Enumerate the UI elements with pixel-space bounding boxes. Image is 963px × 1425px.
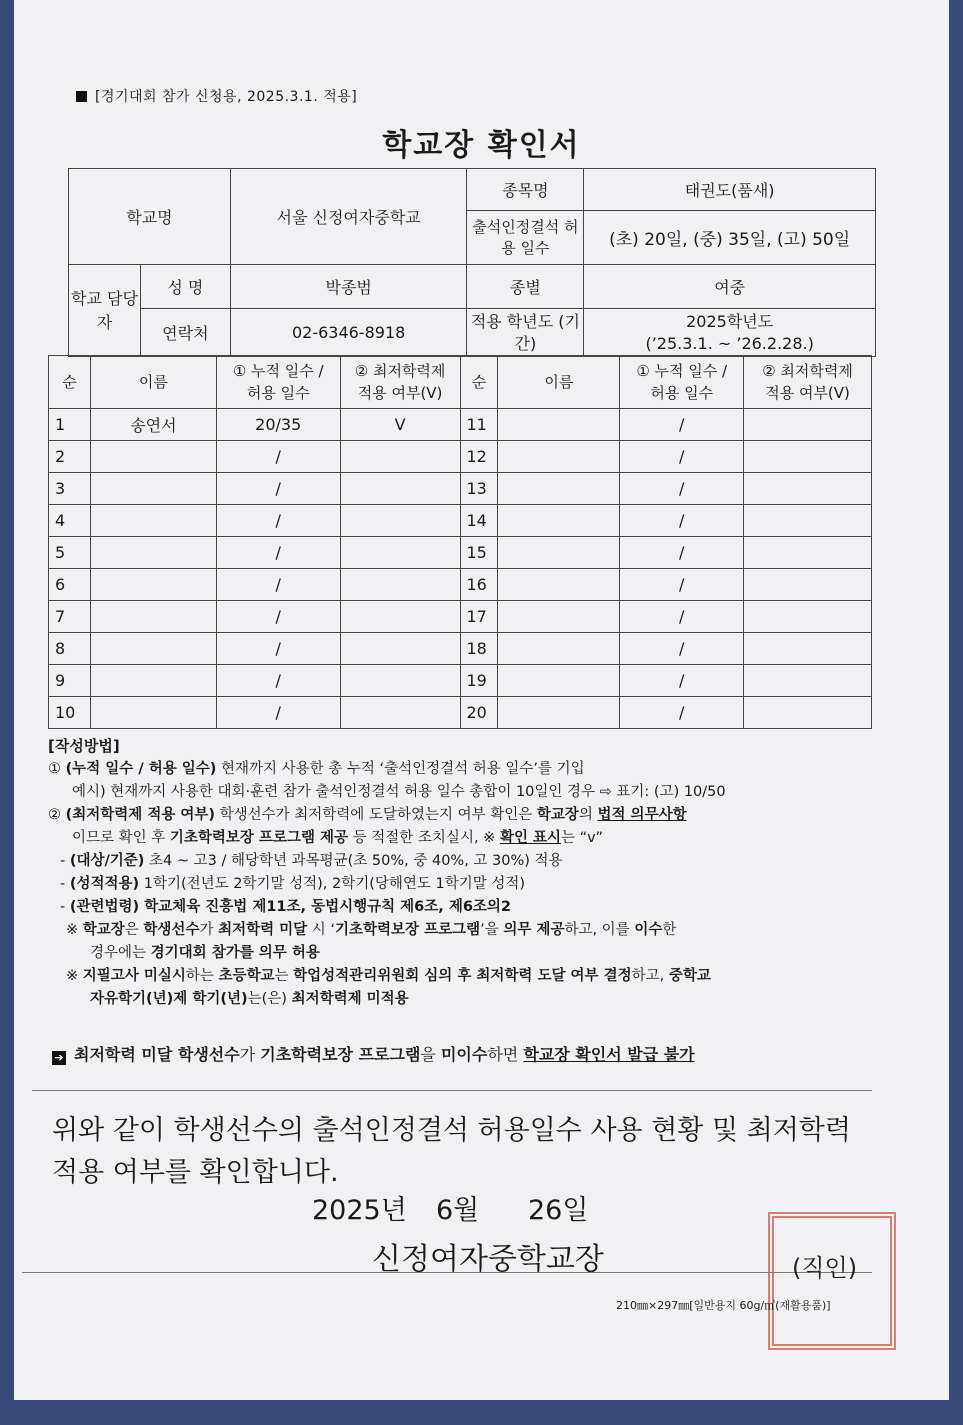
text: 을 [420, 1045, 436, 1064]
cell-name [498, 473, 620, 505]
name-label: 성 명 [140, 265, 230, 309]
roster-table [48, 355, 872, 729]
cell-days: / [216, 569, 340, 601]
cell-no: 6 [49, 569, 91, 601]
cell-no: 17 [460, 601, 498, 633]
cell-check [744, 633, 872, 665]
table-row [49, 601, 872, 633]
table-row [49, 665, 872, 697]
text: 한 [662, 922, 677, 938]
header-apply-right [744, 356, 872, 409]
table-row [49, 633, 872, 665]
cell-days: / [216, 441, 340, 473]
text: 는 “v” [561, 830, 603, 846]
detail-target: - (대상/기준) 초4 ~ 고3 / 해당학년 과목평균(초 50%, 중 40%, 고 30%) 적용 [60, 853, 563, 869]
bold-text: 자유학기(년)제 학기(년) [90, 991, 248, 1007]
cell-check [340, 537, 460, 569]
bold-text: (누적 일수 / 허용 일수) [65, 761, 217, 777]
cell-check [744, 409, 872, 441]
cell-name [90, 569, 216, 601]
note-1: ※ 학교장은 학생선수가 최저학력 미달 시 ‘기초학력보장 프로그램’을 의무 제공하고, 이를 이수한 [66, 922, 677, 938]
warning-line [52, 1042, 695, 1065]
header-no-right: 순 [460, 356, 498, 409]
cell-check [744, 697, 872, 729]
text: ’을 [480, 922, 499, 938]
text: 초4 ~ 고3 / 해당학년 과목평균(초 50%, 중 40%, 고 30%) 적용 [149, 853, 563, 869]
cell-check [340, 441, 460, 473]
bold-text: 학업성적관리위원회 심의 후 최저학력 도달 여부 결정 [293, 968, 632, 984]
bold-text: 의무 제공 [503, 922, 565, 938]
cell-name [90, 633, 216, 665]
cell-days: / [620, 665, 744, 697]
note-2-cont [48, 988, 878, 1011]
school-label: 학교명 [69, 169, 231, 265]
cell-name [90, 601, 216, 633]
cell-days: / [620, 569, 744, 601]
bold-text: 기초학력보장 프로그램 [260, 1045, 421, 1064]
cell-days: / [216, 601, 340, 633]
bold-text: 기초학력보장 프로그램 제공 [169, 830, 349, 846]
info-table [68, 168, 876, 357]
bold-text: 기초학력보장 프로그램 [335, 922, 481, 938]
text: 하면 [487, 1045, 519, 1064]
cell-no: 15 [460, 537, 498, 569]
contact-label: 연락처 [140, 309, 230, 357]
year-period: (’25.3.1. ~ ’26.2.28.) [645, 333, 814, 353]
cell-no: 11 [460, 409, 498, 441]
header-name: 이름 [90, 356, 216, 409]
header-days-line1: ① 누적 일수 / [636, 362, 728, 380]
item-mark: ① [48, 761, 61, 777]
cell-check [744, 441, 872, 473]
header-apply-line2: 적용 여부(V) [357, 384, 443, 402]
seal-label: (직인) [792, 1254, 858, 1282]
bold-text: (관련법령) 학교체육 진흥법 제11조, 동법시행규칙 제6조, 제6조의2 [69, 899, 512, 915]
cell-no: 10 [49, 697, 91, 729]
cell-no: 3 [49, 473, 91, 505]
header-note [76, 86, 357, 106]
cell-name [90, 697, 216, 729]
header-apply-line2: 적용 여부(V) [765, 384, 850, 402]
cell-name [498, 537, 620, 569]
note-1-cont [48, 942, 878, 965]
text: 은 [124, 922, 139, 938]
school-value: 서울 신정여자중학교 [230, 169, 467, 265]
table-row [49, 441, 872, 473]
date-day: 26일 [528, 1195, 589, 1226]
cell-no: 20 [460, 697, 498, 729]
table-row [49, 409, 872, 441]
cell-name [498, 409, 620, 441]
text: 하고, [631, 968, 665, 984]
bold-underlined-text: 확인 표시 [499, 830, 562, 846]
table-row [49, 505, 872, 537]
cell-name [498, 569, 620, 601]
cell-check [340, 665, 460, 697]
cell-name [90, 505, 216, 537]
bold-text: 최저학력 미달 학생선수 [74, 1045, 240, 1064]
bold-text: 미이수 [440, 1045, 488, 1064]
header-apply-line1: ② 최저학력제 [762, 362, 853, 380]
contact-value: 02-6346-8918 [230, 309, 467, 357]
text: 는 [274, 968, 289, 984]
cell-no: 13 [460, 473, 498, 505]
cell-days: / [620, 441, 744, 473]
cell-no: 7 [49, 601, 91, 633]
category-label: 종별 [467, 265, 584, 309]
text: 등 적절한 조치실시, ※ [352, 830, 496, 846]
text: 가 [239, 1045, 256, 1064]
bold-text: 이수 [634, 922, 663, 938]
sport-label: 종목명 [467, 169, 584, 211]
square-bullet-icon [76, 91, 87, 102]
cell-days: / [620, 601, 744, 633]
cell-name [498, 633, 620, 665]
cell-days: / [216, 505, 340, 537]
bold-text: 경기대회 참가를 의무 허용 [150, 945, 320, 961]
cell-check: V [340, 409, 460, 441]
cell-days: / [216, 697, 340, 729]
cell-days: / [216, 537, 340, 569]
detail-law: - (관련법령) 학교체육 진흥법 제11조, 동법시행규칙 제6조, 제6조의2 [60, 899, 512, 915]
bold-text: 지필고사 미실시 [82, 968, 186, 984]
cell-name [498, 441, 620, 473]
header-no: 순 [49, 356, 91, 409]
cell-check [340, 697, 460, 729]
cell-no: 8 [49, 633, 91, 665]
cell-no: 19 [460, 665, 498, 697]
date-month: 6월 [436, 1195, 480, 1226]
text: 는(은) [247, 991, 287, 1007]
cell-no: 12 [460, 441, 498, 473]
header-apply-line1: ② 최저학력제 [354, 362, 446, 380]
text: 의 [578, 807, 593, 823]
cell-check [340, 569, 460, 601]
cell-name [498, 601, 620, 633]
bold-text: 학교장 [82, 922, 125, 938]
writing-instructions [48, 735, 878, 1011]
page-title: 학교장 확인서 [382, 128, 581, 163]
manager-label: 학교 담당자 [69, 265, 141, 357]
principal-title: 신정여자중학교장 [372, 1242, 604, 1277]
text: 시 ‘ [311, 922, 336, 938]
cell-name [90, 537, 216, 569]
bold-text: 초등학교 [218, 968, 275, 984]
header-note-text: [경기대회 참가 신청용, 2025.3.1. 적용] [95, 89, 358, 105]
absence-value: (초) 20일, (중) 35일, (고) 50일 [584, 211, 876, 265]
bold-text: 최저학력제 미적용 [291, 991, 409, 1007]
cell-days: / [620, 697, 744, 729]
instruction-1 [48, 758, 878, 781]
text: 학생선수가 최저학력에 도달하였는지 여부 확인은 [219, 807, 533, 823]
cell-no: 14 [460, 505, 498, 537]
cell-name [498, 665, 620, 697]
cell-days: / [216, 633, 340, 665]
bold-underlined-text: 법적 의무사항 [597, 807, 687, 823]
header-days [216, 356, 340, 409]
bold-text: 학생선수 [143, 922, 200, 938]
table-row [49, 537, 872, 569]
note-2: ※ 지필고사 미실시하는 초등학교는 학업성적관리위원회 심의 후 최저학력 도달 여부 결정하고, 중학교 [66, 968, 711, 984]
cell-days: / [216, 473, 340, 505]
table-row [49, 569, 872, 601]
bold-text: (성적적용) [69, 876, 140, 892]
cell-name: 송연서 [90, 409, 216, 441]
cell-check [340, 473, 460, 505]
cell-check [340, 505, 460, 537]
cell-days: / [216, 665, 340, 697]
cell-name [90, 473, 216, 505]
confirmation-statement [52, 1110, 851, 1194]
arrow-box-icon: ➔ [52, 1051, 66, 1065]
year-cell [584, 309, 876, 357]
text: 하고, 이를 [564, 922, 630, 938]
bold-text: 최저학력 미달 [218, 922, 308, 938]
cell-days: / [620, 537, 744, 569]
cell-no: 5 [49, 537, 91, 569]
cell-days: / [620, 473, 744, 505]
confirm-line-2: 적용 여부를 확인합니다. [52, 1157, 339, 1188]
header-name-right: 이름 [498, 356, 620, 409]
cell-check [744, 537, 872, 569]
cell-check [744, 473, 872, 505]
header-apply [340, 356, 460, 409]
instruction-1-example: 예시) 현재까지 사용한 대회·훈련 참가 출석인정결석 허용 일수 총합이 10일인 경우 ⇨ 표기: (고) 10/50 [72, 784, 726, 800]
category-value: 여중 [584, 265, 876, 309]
text: 1학기(전년도 2학기말 성적), 2학기(당해연도 1학기말 성적) [143, 876, 526, 892]
cell-name [90, 665, 216, 697]
cell-no: 1 [49, 409, 91, 441]
item-mark: ② [48, 807, 61, 823]
text: 경우에는 [90, 945, 147, 961]
divider [22, 1272, 872, 1273]
bold-text: 학교장 [536, 807, 579, 823]
bold-underlined-text: 학교장 확인서 발급 불가 [523, 1045, 695, 1064]
cell-name [90, 441, 216, 473]
table-row [49, 697, 872, 729]
cell-check [744, 665, 872, 697]
year-value: 2025학년도 [686, 311, 774, 331]
cell-no: 2 [49, 441, 91, 473]
instruction-2-cont [48, 827, 878, 850]
table-row [49, 473, 872, 505]
cell-no: 4 [49, 505, 91, 537]
confirm-line-1: 위와 같이 학생선수의 출석인정결석 허용일수 사용 현황 및 최저학력 [52, 1115, 851, 1146]
text: 현재까지 사용한 총 누적 ‘출석인정결석 허용 일수’를 기입 [221, 761, 585, 777]
cell-days: / [620, 633, 744, 665]
cell-check [744, 569, 872, 601]
cell-check [744, 601, 872, 633]
cell-check [744, 505, 872, 537]
cell-days: / [620, 409, 744, 441]
cell-check [340, 633, 460, 665]
cell-name [498, 697, 620, 729]
divider [32, 1090, 872, 1091]
bold-text: (대상/기준) [69, 853, 145, 869]
cell-check [340, 601, 460, 633]
instruction-2 [48, 804, 878, 827]
absence-label: 출석인정결석 허용 일수 [467, 211, 584, 265]
cell-no: 9 [49, 665, 91, 697]
bold-text: (최저학력제 적용 여부) [65, 807, 216, 823]
cell-no: 18 [460, 633, 498, 665]
instructions-title: [작성방법] [48, 737, 120, 755]
text: 가 [199, 922, 214, 938]
cell-name [498, 505, 620, 537]
header-days-right [620, 356, 744, 409]
text: 하는 [185, 968, 214, 984]
detail-grades: - (성적적용) 1학기(전년도 2학기말 성적), 2학기(당해연도 1학기말 성적) [60, 876, 526, 892]
cell-days: / [620, 505, 744, 537]
text: 이므로 확인 후 [72, 830, 166, 846]
date-year: 2025년 [312, 1195, 407, 1226]
cell-no: 16 [460, 569, 498, 601]
header-days-line1: ① 누적 일수 / [232, 362, 324, 380]
name-value: 박종범 [230, 265, 467, 309]
cell-days: 20/35 [216, 409, 340, 441]
header-days-line2: 허용 일수 [246, 384, 310, 402]
sport-value: 태권도(품새) [584, 169, 876, 211]
header-days-line2: 허용 일수 [650, 384, 714, 402]
paper-spec: 210㎜×297㎜[일반용지 60g/㎡(재활용품)] [616, 1299, 831, 1312]
year-label: 적용 학년도 (기간) [467, 309, 584, 357]
bold-text: 중학교 [668, 968, 711, 984]
roster-header-row [49, 356, 872, 409]
